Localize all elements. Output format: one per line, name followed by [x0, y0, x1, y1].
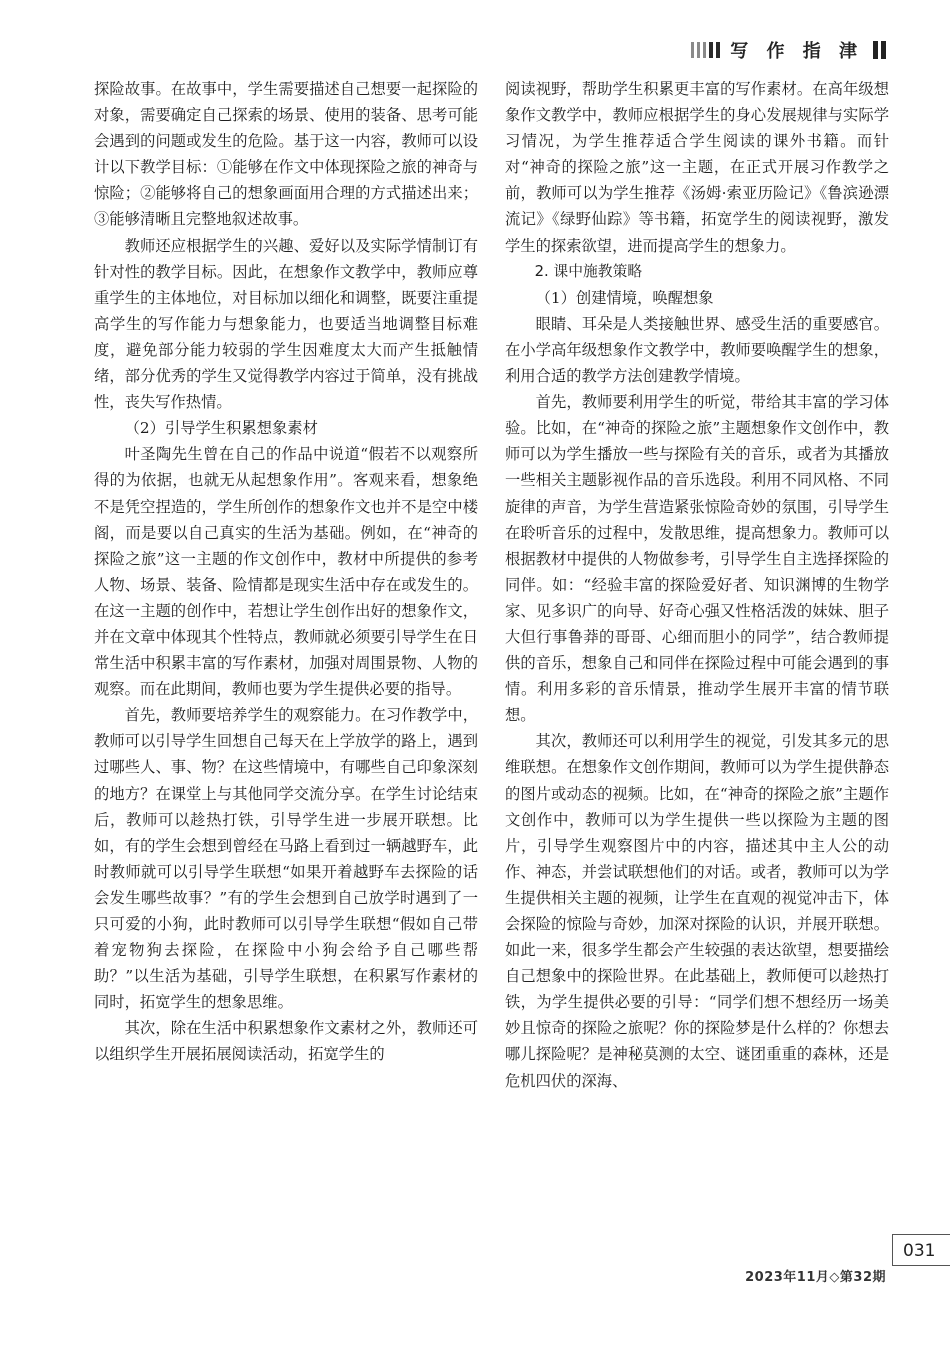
left-column — [94, 76, 478, 1068]
issue-info: 2023年11月◇第32期 — [745, 1270, 886, 1285]
page-number: 031 — [892, 1234, 950, 1266]
section-heading: （2）引导学生积累想象素材 — [124, 419, 318, 438]
running-header — [691, 36, 886, 64]
paragraph: 其次，除在生活中积累想象作文素材之外，教师还可以组织学生开展拓展阅读活动，拓宽学生的 — [94, 1019, 478, 1064]
right-column — [505, 76, 889, 1094]
header-rule — [84, 70, 886, 71]
paragraph: 首先，教师要培养学生的观察能力。在习作教学中，教师可以引导学生回想自己每天在上学放学的路上，遇到过哪些人、事、物？在这些情境中，有哪些自己印象深刻的地方？在课堂上与其他同学交流分享。在学生讨论结束后，教师可以趁热打铁，引导学生进一步展开联想。比如，有的学生会想到曾经在马路上看到过一辆越野车，此时教师就可以引导学生联想“如果开着越野车去探险的话会发生哪些故事？”有的学生会想到自己放学时遇到了一只可爱的小狗，此时教师可以引导学生联想“假如自己带着宠物狗去探险，在探险中小狗会给予自己哪些帮助？”以生活为基础，引导学生联想，在积累写作素材的同时，拓宽学生的想象思维。 — [94, 706, 478, 1012]
paragraph: 叶圣陶先生曾在自己的作品中说道“假若不以观察所得的为依据，也就无从起想象作用”。客观来看，想象绝不是凭空捏造的，学生所创作的想象作文也并不是空中楼阁，而是要以自己真实的生活为基础。例如，在“神奇的探险之旅”这一主题的作文创作中，教材中所提供的参考人物、场景、装备、险情都是现实生活中存在或发生的。在这一主题的创作中，若想让学生创作出好的想象作文，并在文章中体现其个性特点，教师就必须要引导学生在日常生活中积累丰富的写作素材，加强对周围景物、人物的观察。而在此期间，教师也要为学生提供必要的指导。 — [94, 445, 478, 699]
paragraph: 眼睛、耳朵是人类接触世界、感受生活的重要感官。在小学高年级想象作文教学中，教师要唤醒学生的想象，利用合适的教学方法创建教学情境。 — [505, 314, 889, 386]
paragraph: 探险故事。在故事中，学生需要描述自己想要一起探险的对象，需要确定自己探索的场景、使用的装备、思考可能会遇到的问题或发生的危险。基于这一内容，教师可以设计以下教学目标：①能够在作文中体现探险之旅的神奇与惊险；②能够将自己的想象画面用合理的方式描述出来；③能够清晰且完整地叙述故事。 — [94, 80, 478, 229]
header-end-bars-decoration — [873, 41, 886, 59]
section-heading: （1）创建情境，唤醒想象 — [535, 288, 714, 307]
section-title: 写 作 指 津 — [730, 41, 863, 62]
paragraph: 教师还应根据学生的兴趣、爱好以及实际学情制订有针对性的教学目标。因此，在想象作文教学中，教师应尊重学生的主体地位，对目标加以细化和调整，既要注重提高学生的写作能力与想象能力，也要适当地调整目标难度，避免部分能力较弱的学生因难度太大而产生抵触情绪，部分优秀的学生又觉得教学内容过于简单，没有挑战性，丧失写作热情。 — [94, 236, 478, 412]
section-heading: 2. 课中施教策略 — [534, 262, 643, 280]
header-stripes-decoration — [691, 42, 720, 58]
paragraph: 其次，教师还可以利用学生的视觉，引发其多元的思维联想。在想象作文创作期间，教师可以为学生提供静态的图片或动态的视频。比如，在“神奇的探险之旅”主题作文创作中，教师可以为学生提供一些以探险为主题的图片，引导学生观察图片中的内容，描述其中主人公的动作、神态，并尝试联想他们的对话。或者，教师可以为学生提供相关主题的视频，让学生在直观的视觉冲击下，体会探险的惊险与奇妙，加深对探险的认识，并展开联想。如此一来，很多学生都会产生较强的表达欲望，想要描绘自己想象中的探险世界。在此基础上，教师便可以趁热打铁，为学生提供必要的引导：“同学们想不想经历一场美妙且惊奇的探险之旅呢？你的探险梦是什么样的？你想去哪儿探险呢？是神秘莫测的太空、谜团重重的森林，还是危机四伏的深海、 — [505, 732, 889, 1090]
paragraph: 首先，教师要利用学生的听觉，带给其丰富的学习体验。比如，在“神奇的探险之旅”主题想象作文创作中，教师可以为学生播放一些与探险有关的音乐，或者为其播放一些相关主题影视作品的音乐选段。利用不同风格、不同旋律的声音，为学生营造紧张惊险奇妙的氛围，引导学生在聆听音乐的过程中，发散思维，提高想象力。教师可以根据教材中提供的人物做参考，引导学生自主选择探险的同伴。如：“经验丰富的探险爱好者、知识渊博的生物学家、见多识广的向导、好奇心强又性格活泼的妹妹、胆子大但行事鲁莽的哥哥、心细而胆小的同学”，结合教师提供的音乐，想象自己和同伴在探险过程中可能会遇到的事情。利用多彩的音乐情景，推动学生展开丰富的情节联想。 — [505, 393, 889, 725]
paragraph: 阅读视野，帮助学生积累更丰富的写作素材。在高年级想象作文教学中，教师应根据学生的身心发展规律与实际学习情况，为学生推荐适合学生阅读的课外书籍。而针对“神奇的探险之旅”这一主题，在正式开展习作教学之前，教师可以为学生推荐《汤姆·索亚历险记》《鲁滨逊漂流记》《绿野仙踪》等书籍，拓宽学生的阅读视野，激发学生的探索欲望，进而提高学生的想象力。 — [505, 80, 889, 255]
